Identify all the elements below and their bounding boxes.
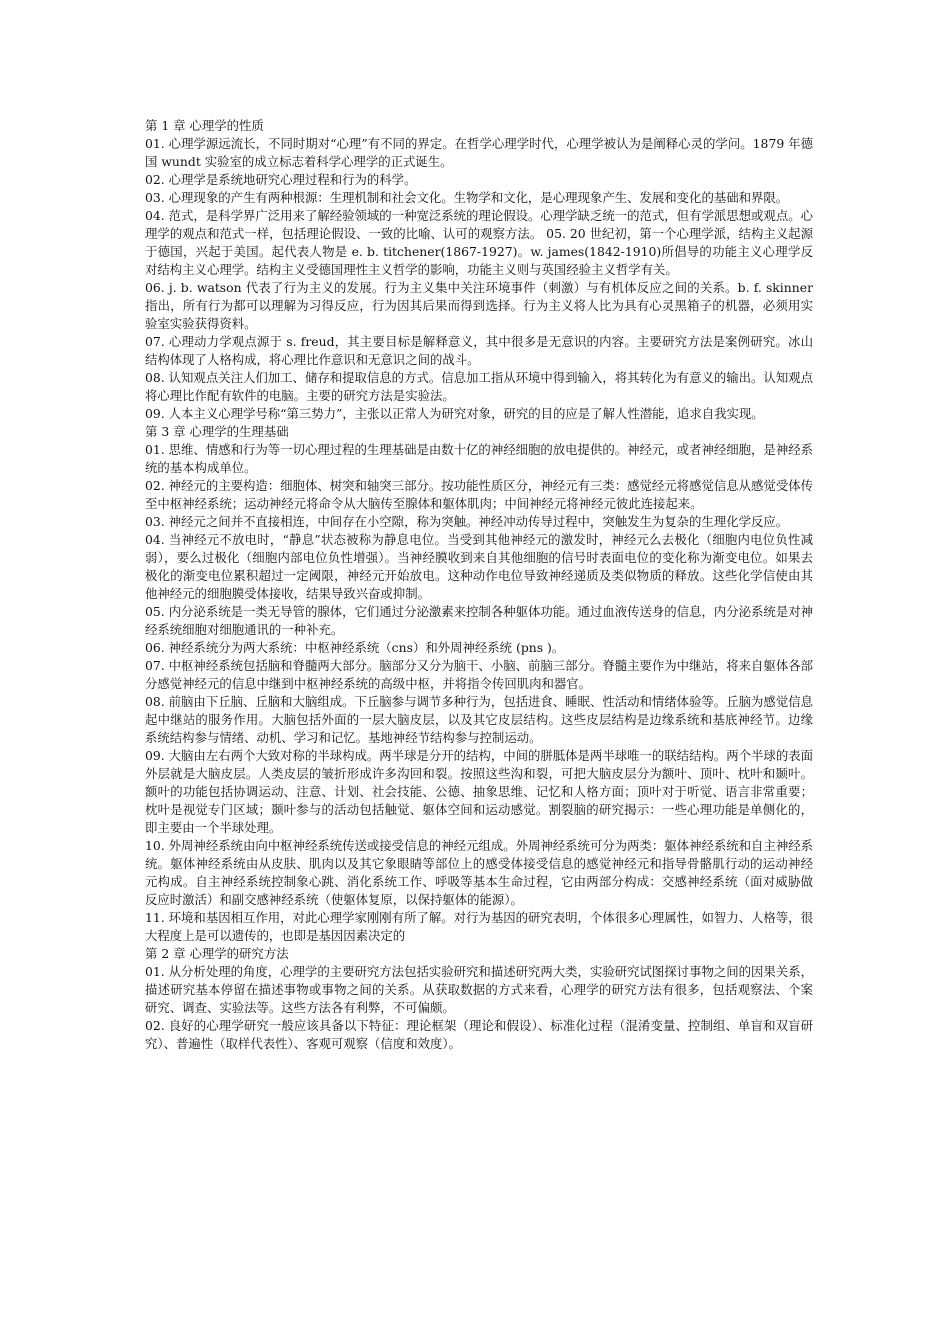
paragraph: 01. 思维、情感和行为等一切心理过程的生理基础是由数十亿的神经细胞的放电提供的。神经元，或者神经细胞，是神经系统的基本构成单位。: [145, 442, 813, 475]
paragraph: 08. 前脑由下丘脑、丘脑和大脑组成。下丘脑参与调节多种行为，包括进食、睡眠、性活动和情绪体验等。丘脑为感觉信息起中继站的服务作用。大脑包括外面的一层大脑皮层，以及其它皮层结构。这些皮层结构是边缘系统和基底神经节。边缘系统结构参与情绪、动机、学习和记忆。基地神经节结构参与控制运动。: [145, 694, 813, 745]
paragraph: 09. 人本主义心理学号称“第三势力”，主张以正常人为研究对象，研究的目的应是了解人性潜能，追求自我实现。: [145, 406, 764, 421]
paragraph: 07. 心理动力学观点源于 s. freud，其主要目标是解释意义，其中很多是无意识的内容。主要研究方法是案例研究。冰山结构体现了人格构成，将心理比作意识和无意识之间的战斗。: [145, 334, 813, 367]
paragraph: 02. 神经元的主要构造：细胞体、树突和轴突三部分。按功能性质区分，神经元有三类：感觉经元将感觉信息从感觉受体传至中枢神经系统；运动神经元将命令从大脑传至腺体和躯体肌肉；中间神经元将神经元彼此连接起来。: [145, 478, 813, 511]
paragraph: 10. 外周神经系统由向中枢神经系统传送或接受信息的神经元组成。外周神经系统可分为两类：躯体神经系统和自主神经系统。躯体神经系统由从皮肤、肌肉以及其它象眼睛等部位上的感受体接受信息的感觉神经元和指导骨骼肌行动的运动神经元构成。自主神经系统控制象心跳、消化系统工作、呼吸等基本生命过程，它由两部分构成：交感神经系统（面对威胁做反应时激活）和副交感神经系统（使躯体复原，以保持躯体的能源）。: [145, 838, 813, 907]
paragraph: 01. 心理学源远流长，不同时期对“心理”有不同的界定。在哲学心理学时代，心理学被认为是阐释心灵的学问。1879 年德国 wundt 实验室的成立标志着科学心理学的正式诞生。: [145, 136, 813, 169]
paragraph: 02. 良好的心理学研究一般应该具备以下特征：理论框架（理论和假设）、标准化过程（混淆变量、控制组、单盲和双盲研究）、普遍性（取样代表性）、客观可观察（信度和效度）。: [145, 1018, 813, 1051]
chapter-heading: 第 1 章 心理学的性质: [145, 118, 264, 133]
paragraph: 11. 环境和基因相互作用，对此心理学家刚刚有所了解。对行为基因的研究表明，个体很多心理属性，如智力、人格等，很大程度上是可以遗传的，也即是基因因素决定的: [145, 910, 813, 943]
chapter-heading: 第 3 章 心理学的生理基础: [145, 424, 289, 439]
paragraph: 05. 内分泌系统是一类无导管的腺体，它们通过分泌激素来控制各种躯体功能。通过血液传送身的信息，内分泌系统是对神经系统细胞对细胞通讯的一种补充。: [145, 604, 813, 637]
paragraph: 09. 大脑由左右两个大致对称的半球构成。两半球是分开的结构，中间的胼胝体是两半球唯一的联结结构。两个半球的表面外层就是大脑皮层。人类皮层的皱折形成许多沟回和裂。按照这些沟和裂，可把大脑皮层分为额叶、顶叶、枕叶和颞叶。额叶的功能包括协调运动、注意、计划、社会技能、公德、抽象思维、记忆和人格方面；顶叶对于听觉、语言非常重要；枕叶是视觉专门区域；颞叶参与的活动包括触觉、躯体空间和运动感觉。割裂脑的研究揭示：一些心理功能是单侧化的，即主要由一个半球处理。: [145, 748, 813, 835]
paragraph: 06. 神经系统分为两大系统：中枢神经系统（cns）和外周神经系统 (pns )。: [145, 640, 565, 655]
paragraph: 03. 神经元之间并不直接相连，中间存在小空隙，称为突触。神经冲动传导过程中，突触发生为复杂的生理化学反应。: [145, 514, 789, 529]
document-page: [145, 117, 813, 1053]
paragraph: 06. j. b. watson 代表了行为主义的发展。行为主义集中关注环境事件（刺激）与有机体反应之间的关系。b. f. skinner 指出，所有行为都可以理解为习得反应，行为因其后果而得到选择。行为主义将人比为具有心灵黑箱子的机器，必须用实验室实验获得资料。: [145, 280, 813, 331]
paragraph: 04. 范式，是科学界广泛用来了解经验领域的一种宽泛系统的理论假设。心理学缺乏统一的范式，但有学派思想或观点。心理学的观点和范式一样，包括理论假设、一致的比喻、认可的观察方法。 05. 20 世纪初，第一个心理学派，结构主义起源于德国，兴起于美国。起代表人物是 e. b. titchener(1867-1927)。w. james(1842-1910)所倡导的功能主义心理学反对结构主义心理学。结构主义受德国理性主义哲学的影响，功能主义则与英国经验主义哲学有关。: [145, 208, 813, 277]
paragraph: 03. 心理现象的产生有两种根源：生理机制和社会文化。生物学和文化，是心理现象产生、发展和变化的基础和界限。: [145, 190, 789, 205]
paragraph: 04. 当神经元不放电时，“静息”状态被称为静息电位。当受到其他神经元的激发时，神经元么去极化（细胞内电位负性减弱），要么过极化（细胞内部电位负性增强）。当神经膜收到来自其他细胞的信号时表面电位的变化称为渐变电位。如果去极化的渐变电位累积超过一定阈限，神经元开始放电。这种动作电位导致神经递质及类似物质的释放。这些化学信使由其他神经元的细胞膜受体接收，结果导致兴奋或抑制。: [145, 532, 813, 601]
paragraph: 01. 从分析处理的角度，心理学的主要研究方法包括实验研究和描述研究两大类，实验研究试图探讨事物之间的因果关系，描述研究基本停留在描述事物或事物之间的关系。从获取数据的方式来看，心理学的研究方法有很多，包括观察法、个案研究、调查、实验法等。这些方法各有利弊，不可偏颇。: [145, 964, 813, 1015]
paragraph: 02. 心理学是系统地研究心理过程和行为的科学。: [145, 172, 417, 187]
chapter-heading: 第 2 章 心理学的研究方法: [145, 946, 289, 961]
paragraph: 07. 中枢神经系统包括脑和脊髓两大部分。脑部分又分为脑干、小脑、前脑三部分。脊髓主要作为中继站，将来自躯体各部分感觉神经元的信息中继到中枢神经系统的高级中枢，并将指令传回肌肉和器官。: [145, 658, 813, 691]
paragraph: 08. 认知观点关注人们加工、储存和提取信息的方式。信息加工指从环境中得到输入，将其转化为有意义的输出。认知观点将心理比作配有软件的电脑。主要的研究方法是实验法。: [145, 370, 813, 403]
